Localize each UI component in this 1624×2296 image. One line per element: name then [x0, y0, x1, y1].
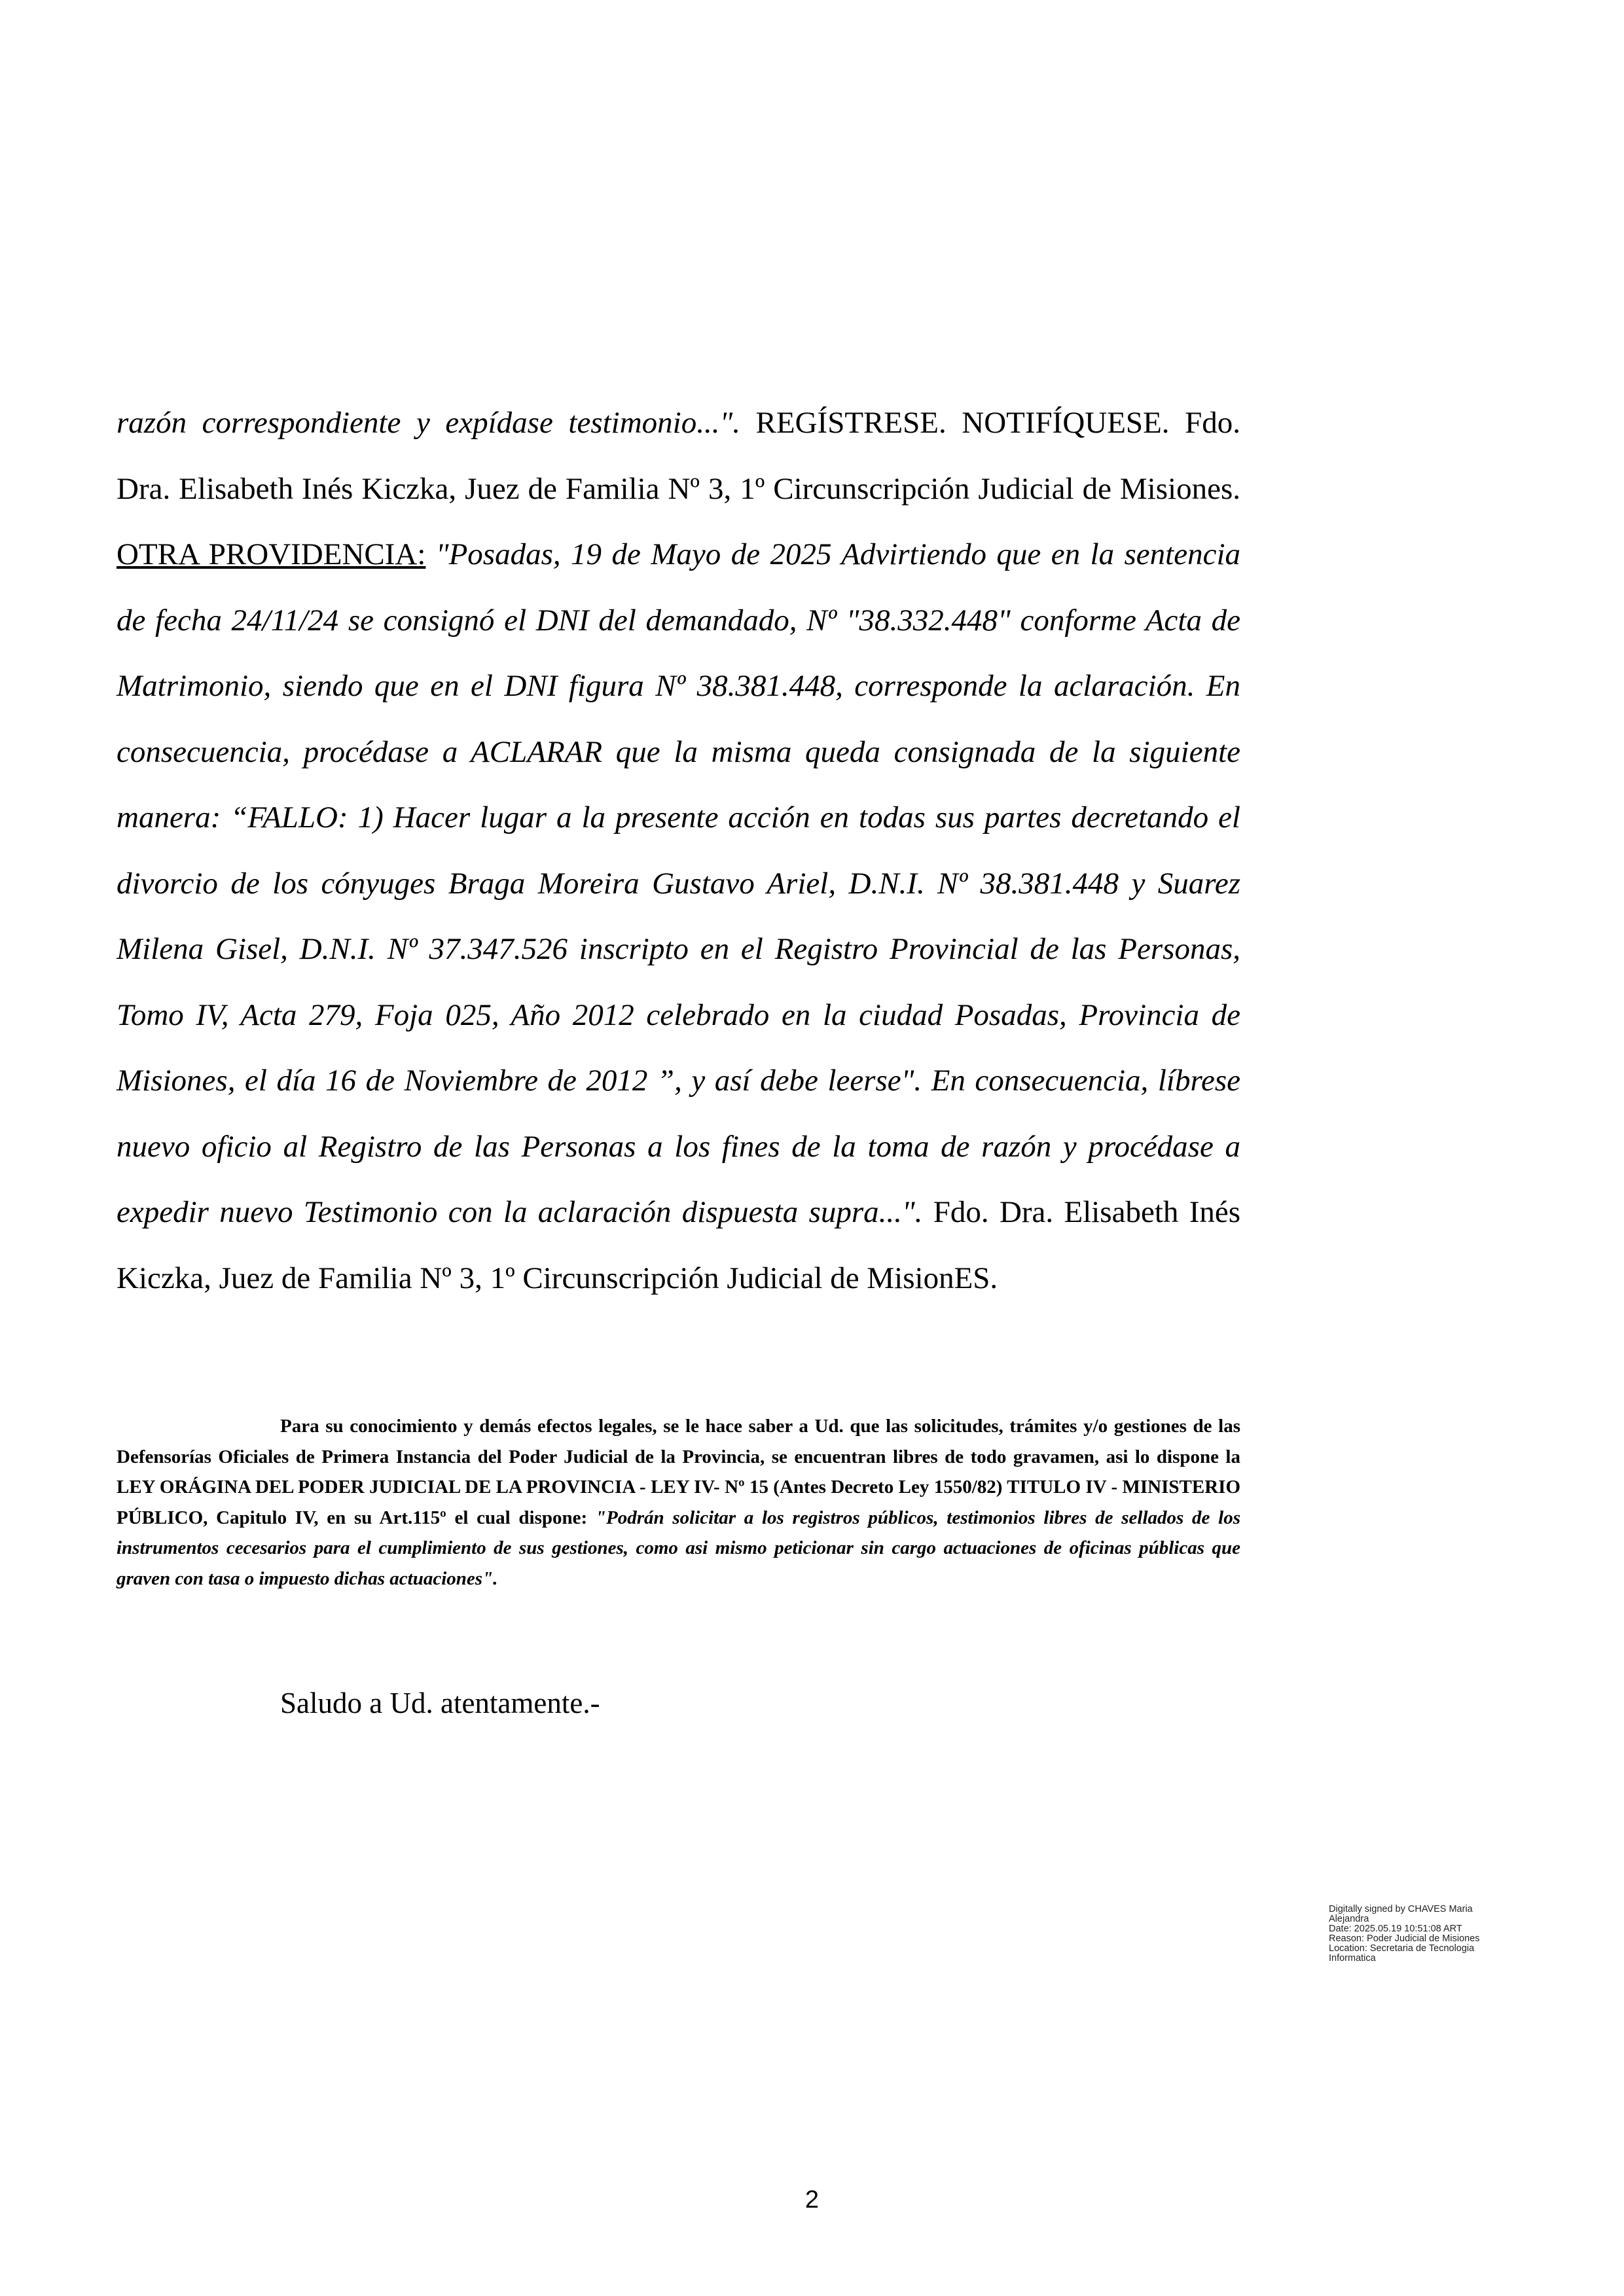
body-paragraph: [117, 390, 1240, 1311]
signature-line: Digitally signed by CHAVES Maria: [1329, 1904, 1473, 1914]
page-number: 2: [804, 2186, 820, 2214]
registration-order-text: REGÍSTRESE. NOTIFÍQUESE. Fdo. Dra. Elisabeth Inés Kiczka, Juez de Familia Nº 3, 1º Circunscripción Judicial de Misiones.: [117, 406, 1240, 506]
closing-salutation: Saludo a Ud. atentamente.-: [280, 1687, 600, 1719]
signature-line: Alejandra: [1329, 1914, 1369, 1924]
otra-providencia-heading: OTRA PROVIDENCIA:: [117, 537, 426, 571]
providencia-quote: "Posadas, 19 de Mayo de 2025 Advirtiendo que en la sentencia de fecha 24/11/24 se consignó el DNI del demandado, Nº "38.332.448" conforme Acta de Matrimonio, siendo que en el DNI figura Nº 38.381.448, corresponde la aclaración. En consecuencia, procédase a ACLARAR que la misma queda consignada de la siguiente manera: “FALLO: 1) Hacer lugar a la presente acción en todas sus partes decretando el divorcio de los cónyuges Braga Moreira Gustavo Ariel, D.N.I. Nº 38.381.448 y Suarez Milena Gisel, D.N.I. Nº 37.347.526 inscripto en el Registro Provincial de las Personas, Tomo IV, Acta 279, Foja 025, Año 2012 celebrado en la ciudad Posadas, Provincia de Misiones, el día 16 de Noviembre de 2012 ”, y así debe leerse". En consecuencia, líbrese nuevo oficio al Registro de las Personas a los fines de la toma de razón y procédase a expedir nuevo Testimonio con la aclaración dispuesta supra...".: [117, 537, 1241, 1229]
quoted-closing-fragment: razón correspondiente y expídase testimonio...".: [117, 406, 740, 440]
signature-reference-text: Fdo. Dra. Elisabeth Inés Kiczka, Juez de Familia Nº 3, 1º Circunscripción Judicial de MisionES.: [117, 1195, 1240, 1295]
signature-line: Location: Secretaria de Tecnologia: [1329, 1943, 1475, 1954]
signature-line: Reason: Poder Judicial de Misiones: [1329, 1933, 1480, 1944]
signature-line: Informatica: [1329, 1953, 1376, 1964]
signature-line: Date: 2025.05.19 10:51:08 ART: [1329, 1924, 1462, 1934]
digital-signature-stamp: [1329, 1905, 1519, 1964]
notice-text: Para su conocimiento y demás efectos legales, se le hace saber a Ud. que las solicitudes, trámites y/o gestiones de las Defensorías Oficiales de Primera Instancia del Poder Judicial de la Provincia, se encuentran libres de todo gravamen, asi lo dispone la LEY ORÁGINA DEL PODER JUDICIAL DE LA PROVINCIA - LEY IV- Nº 15 (Antes Decreto Ley 1550/82) TITULO IV - MINISTERIO PÚBLICO, Capitulo IV, en su Art.115º el cual dispone:: [117, 1416, 1240, 1528]
legal-notice: [117, 1411, 1240, 1594]
notice-quote: "Podrán solicitar a los registros públicos, testimonios libres de sellados de los instrumentos cecesarios para el cumplimiento de sus gestiones, como asi mismo peticionar sin cargo actuaciones de oficinas públicas que graven con tasa o impuesto dichas actuaciones".: [117, 1507, 1240, 1589]
